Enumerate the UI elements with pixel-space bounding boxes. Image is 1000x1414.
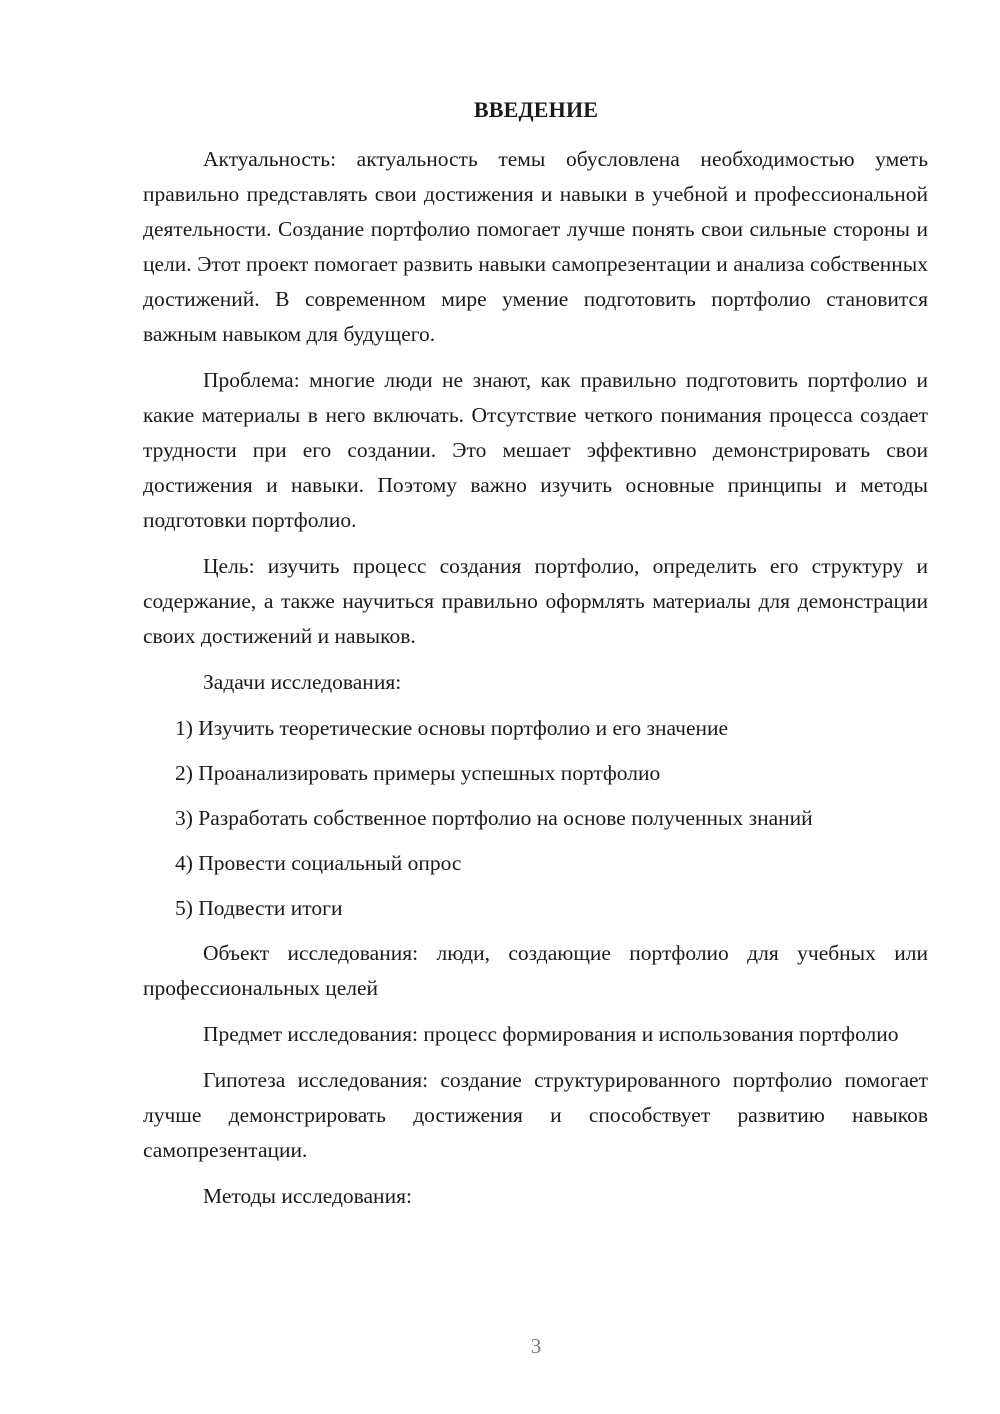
methods-heading: Методы исследования: (203, 1184, 412, 1208)
page-number: 3 (530, 1334, 542, 1358)
object-paragraph: Объект исследования: люди, создающие портфолио для учебных или профессиональных целей (143, 941, 928, 1000)
goal-paragraph: Цель: изучить процесс создания портфолио, определить его структуру и содержание, а также научиться правильно оформлять материалы для демонстрации своих достижений и навыков. (143, 554, 928, 648)
problem-paragraph: Проблема: многие люди не знают, как правильно подготовить портфолио и какие материалы в него включать. Отсутствие четкого понимания процесса создает трудности при его создании. Это мешает эффективно демонстрировать свои достижения и навыки. Поэтому важно изучить основные принципы и методы подготовки портфолио. (143, 368, 928, 532)
task-item: 1) Изучить теоретические основы портфолио и его значение (175, 716, 729, 740)
task-item: 4) Провести социальный опрос (175, 851, 462, 875)
relevance-paragraph: Актуальность: актуальность темы обусловлена необходимостью уметь правильно представлять свои достижения и навыки в учебной и профессиональной деятельности. Создание портфолио помогает лучше понять свои сильные стороны и цели. Этот проект помогает развить навыки самопрезентации и анализа собственных достижений. В современном мире умение подготовить портфолио становится важным навыком для будущего. (143, 147, 928, 346)
document-body (143, 142, 928, 1225)
tasks-heading: Задачи исследования: (203, 670, 402, 694)
page-title: ВВЕДЕНИЕ (473, 97, 599, 122)
subject-paragraph: Предмет исследования: процесс формирования и использования портфолио (203, 1022, 899, 1046)
task-item: 5) Подвести итоги (175, 896, 343, 920)
task-item: 2) Проанализировать примеры успешных портфолио (175, 761, 661, 785)
task-item: 3) Разработать собственное портфолио на основе полученных знаний (175, 806, 813, 830)
hypothesis-paragraph: Гипотеза исследования: создание структурированного портфолио помогает лучше демонстрировать достижения и способствует развитию навыков самопрезентации. (143, 1068, 928, 1162)
tasks-list (143, 711, 928, 926)
